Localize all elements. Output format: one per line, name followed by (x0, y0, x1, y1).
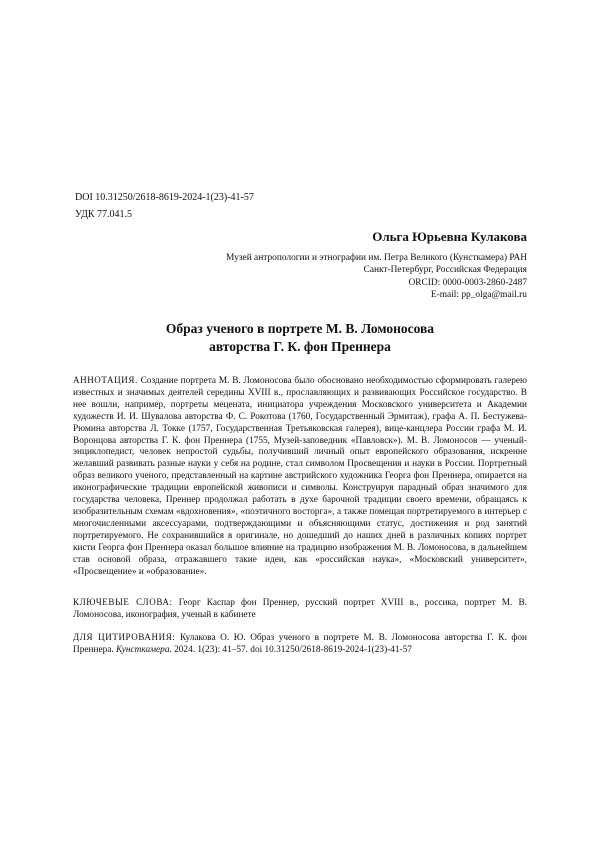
author-affiliation: Музей антропологии и этнографии им. Петра Великого (Кунсткамера) РАН (226, 253, 527, 263)
citation-text-end: . 2024. 1(23): 41–57. doi 10.31250/2618-8619-2024-1(23)-41-57 (169, 644, 412, 655)
title-line-1: Образ ученого в портрете М. В. Ломоносова (165, 321, 435, 336)
citation-label: ДЛЯ ЦИТИРОВАНИЯ: (73, 632, 176, 642)
identifiers (75, 189, 254, 223)
author-city: Санкт-Петербург, Российская Федерация (363, 265, 527, 276)
citation (73, 632, 527, 657)
citation-text: Кулакова О. Ю. Образ ученого в портрете М. В. Ломоносова авторства Г. К. фон Преннера. (73, 633, 527, 655)
author-email: E-mail: pp_olga@mail.ru (430, 290, 527, 301)
udk-line: УДК 77.041.5 (75, 209, 133, 220)
abstract (73, 375, 527, 578)
title-line-2: авторства Г. К. фон Преннера (209, 339, 391, 354)
author-block (226, 229, 527, 302)
author-name: Ольга Юрьевна Кулакова (372, 229, 527, 244)
keywords-text: Георг Каспар фон Преннер, русский портрет XVIII в., россика, портрет М. В. Ломоносова, иконография, ученый в кабинете (73, 598, 528, 620)
keywords-label: КЛЮЧЕВЫЕ СЛОВА: (73, 597, 173, 607)
citation-journal: Кунсткамера (116, 644, 170, 655)
abstract-text: Создание портрета М. В. Ломоносова было обосновано необходимостью сформировать галерею известных и значимых деятелей середины XVIII в., прославляющих и развивающих Российское государство. В нее вошли, например, портреты мецената, инициатора учреждения Московского университета и Академии художеств И. И. Шувалова авторства Ф. С. Рокотова (1760, Государственный Эрмитаж), графа А. П. Бестужева-Рюмина авторства Л. Токке (1757, Государственная Третьяковская галерея), вице-канцлера России графа М. И. Воронцова авторства Г. К. фон Преннера (1755, Музей-заповедник «Павловск»). М. В. Ломоносов — ученый-энциклопедист, человек непростой судьбы, получивший личный опыт европейского образования, искренне желавший развивать разные науки у себя на родине, стал символом Просвещения и науки в России. Портретный образ великого ученого, представленный на картине австрийского художника Георга фон Преннера, опирается на иконографические традиции европейской живописи и символы. Конструируя парадный образ значимого для государства человека, Преннер продолжал работать в духе барочной традиции своего времени, обращаясь к изобразительным схемам «вдохновения», «поэтичного восторга», а также помещая портретируемого в интерьер с многочисленными аксессуарами, подтверждающими и объясняющими статус, достижения и род занятий портретируемого. Не сохранившийся в оригинале, но дошедший до наших дней в различных копиях портрет кисти Георга фон Преннера оказал большое влияние на традицию изображения М. В. Ломоносова, в дальнейшем став основой образа, отражавшего такие идеи, как «российская наука», «Московский университет», «Просвещение» и «образование». (73, 376, 527, 577)
keywords (73, 597, 527, 622)
abstract-label: АННОТАЦИЯ. (73, 375, 138, 385)
article-title (60, 320, 540, 356)
doi-line: DOI 10.31250/2618-8619-2024-1(23)-41-57 (75, 192, 254, 203)
author-orcid: ORCID: 0000-0003-2860-2487 (408, 277, 527, 288)
